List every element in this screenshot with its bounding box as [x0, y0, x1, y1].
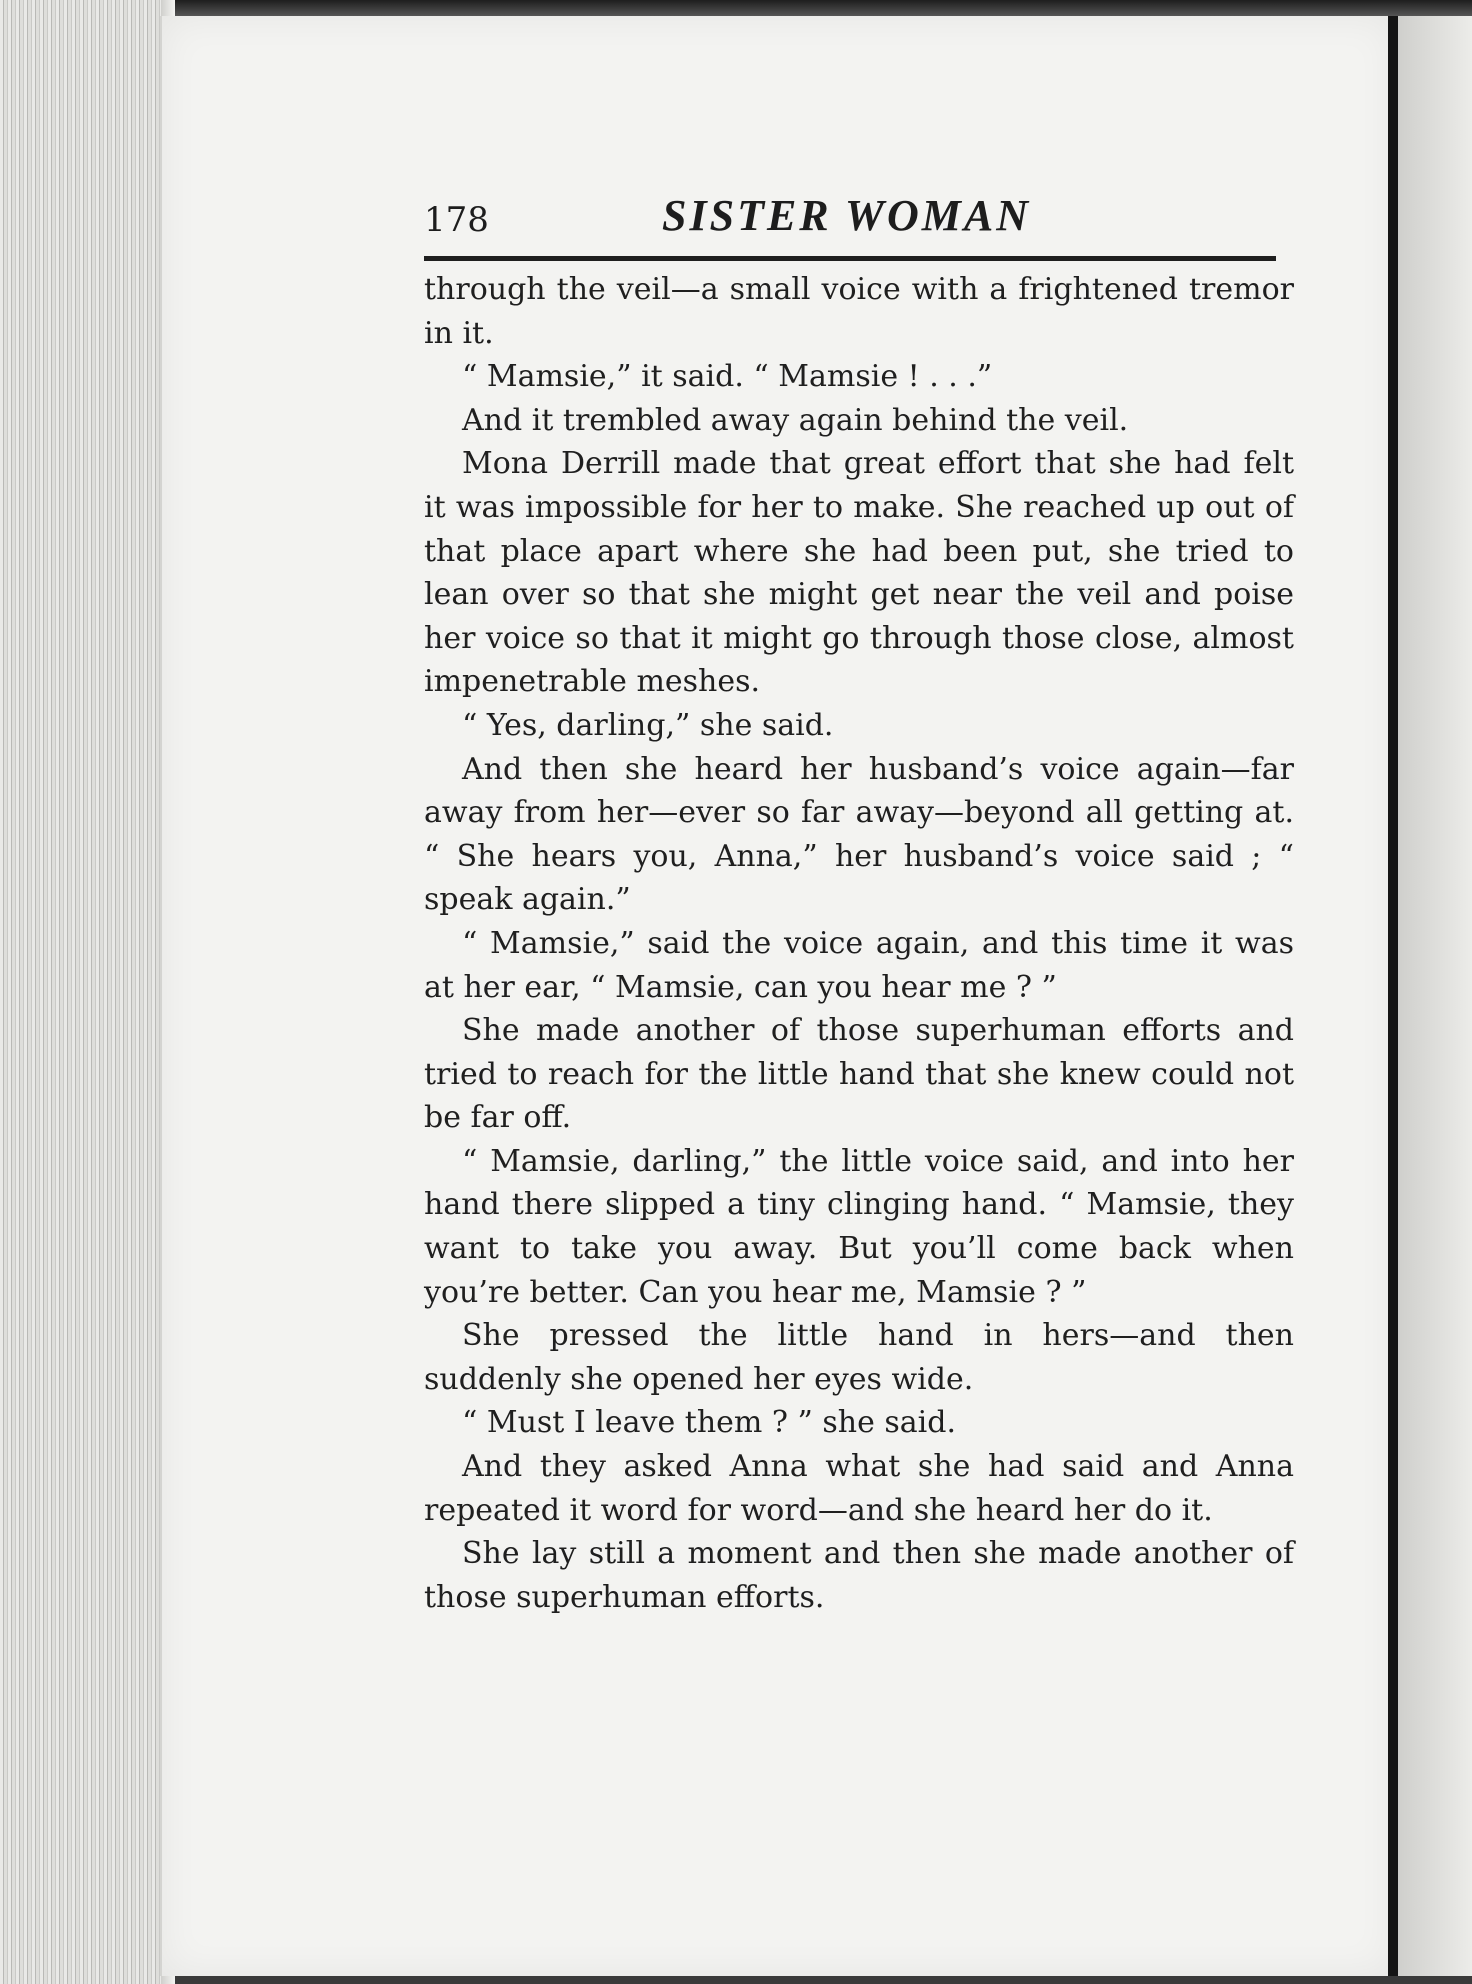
- paragraph: She lay still a moment and then she made another of those superhuman efforts.: [424, 1536, 1294, 1615]
- facing-page-edge: [1398, 16, 1472, 1976]
- paragraph: “ Mamsie, darling,” the little voice said, and into her hand there slipped a tiny clinging hand. “ Mamsie, they want to take you away. But you’ll come back when you’re better. Can you hear me, Mamsie ? ”: [424, 1143, 1294, 1310]
- running-header: [424, 186, 1276, 246]
- paragraph: And then she heard her husband’s voice again—far away from her—ever so far away—beyond all getting at. “ She hears you, Anna,” her husband’s voice said ; “ speak again.”: [424, 751, 1294, 918]
- paragraph: “ Mamsie,” it said. “ Mamsie ! . . .”: [462, 359, 993, 395]
- book-fore-edge: [0, 0, 175, 1984]
- page-number: 178: [424, 200, 489, 240]
- paragraph: Mona Derrill made that great effort that she had felt it was impossible for her to make. She reached up out of that place apart where she had been put, she tried to lean over so that she might get near the veil and poise her voice so that it might go through those close, almost impenetrable meshes.: [424, 446, 1294, 700]
- body-text: [424, 268, 1294, 1619]
- paragraph: And it trembled away again behind the veil.: [462, 402, 1129, 438]
- header-rule: [424, 256, 1276, 261]
- paragraph: “ Must I leave them ? ” she said.: [462, 1405, 956, 1441]
- paragraph: through the veil—a small voice with a frightened tremor in it.: [424, 272, 1294, 351]
- paragraph: She pressed the little hand in hers—and then suddenly she opened her eyes wide.: [424, 1318, 1294, 1397]
- paragraph: “ Yes, darling,” she said.: [462, 707, 834, 743]
- paragraph: “ Mamsie,” said the voice again, and this time it was at her ear, “ Mamsie, can you hear me ? ”: [424, 925, 1294, 1005]
- paragraph: And they asked Anna what she had said and Anna repeated it word for word—and she heard her do it.: [424, 1449, 1294, 1528]
- book-gutter: [1388, 16, 1398, 1976]
- paragraph: She made another of those superhuman efforts and tried to reach for the little hand that she knew could not be far off.: [424, 1013, 1294, 1136]
- running-title: SISTER WOMAN: [662, 191, 1031, 240]
